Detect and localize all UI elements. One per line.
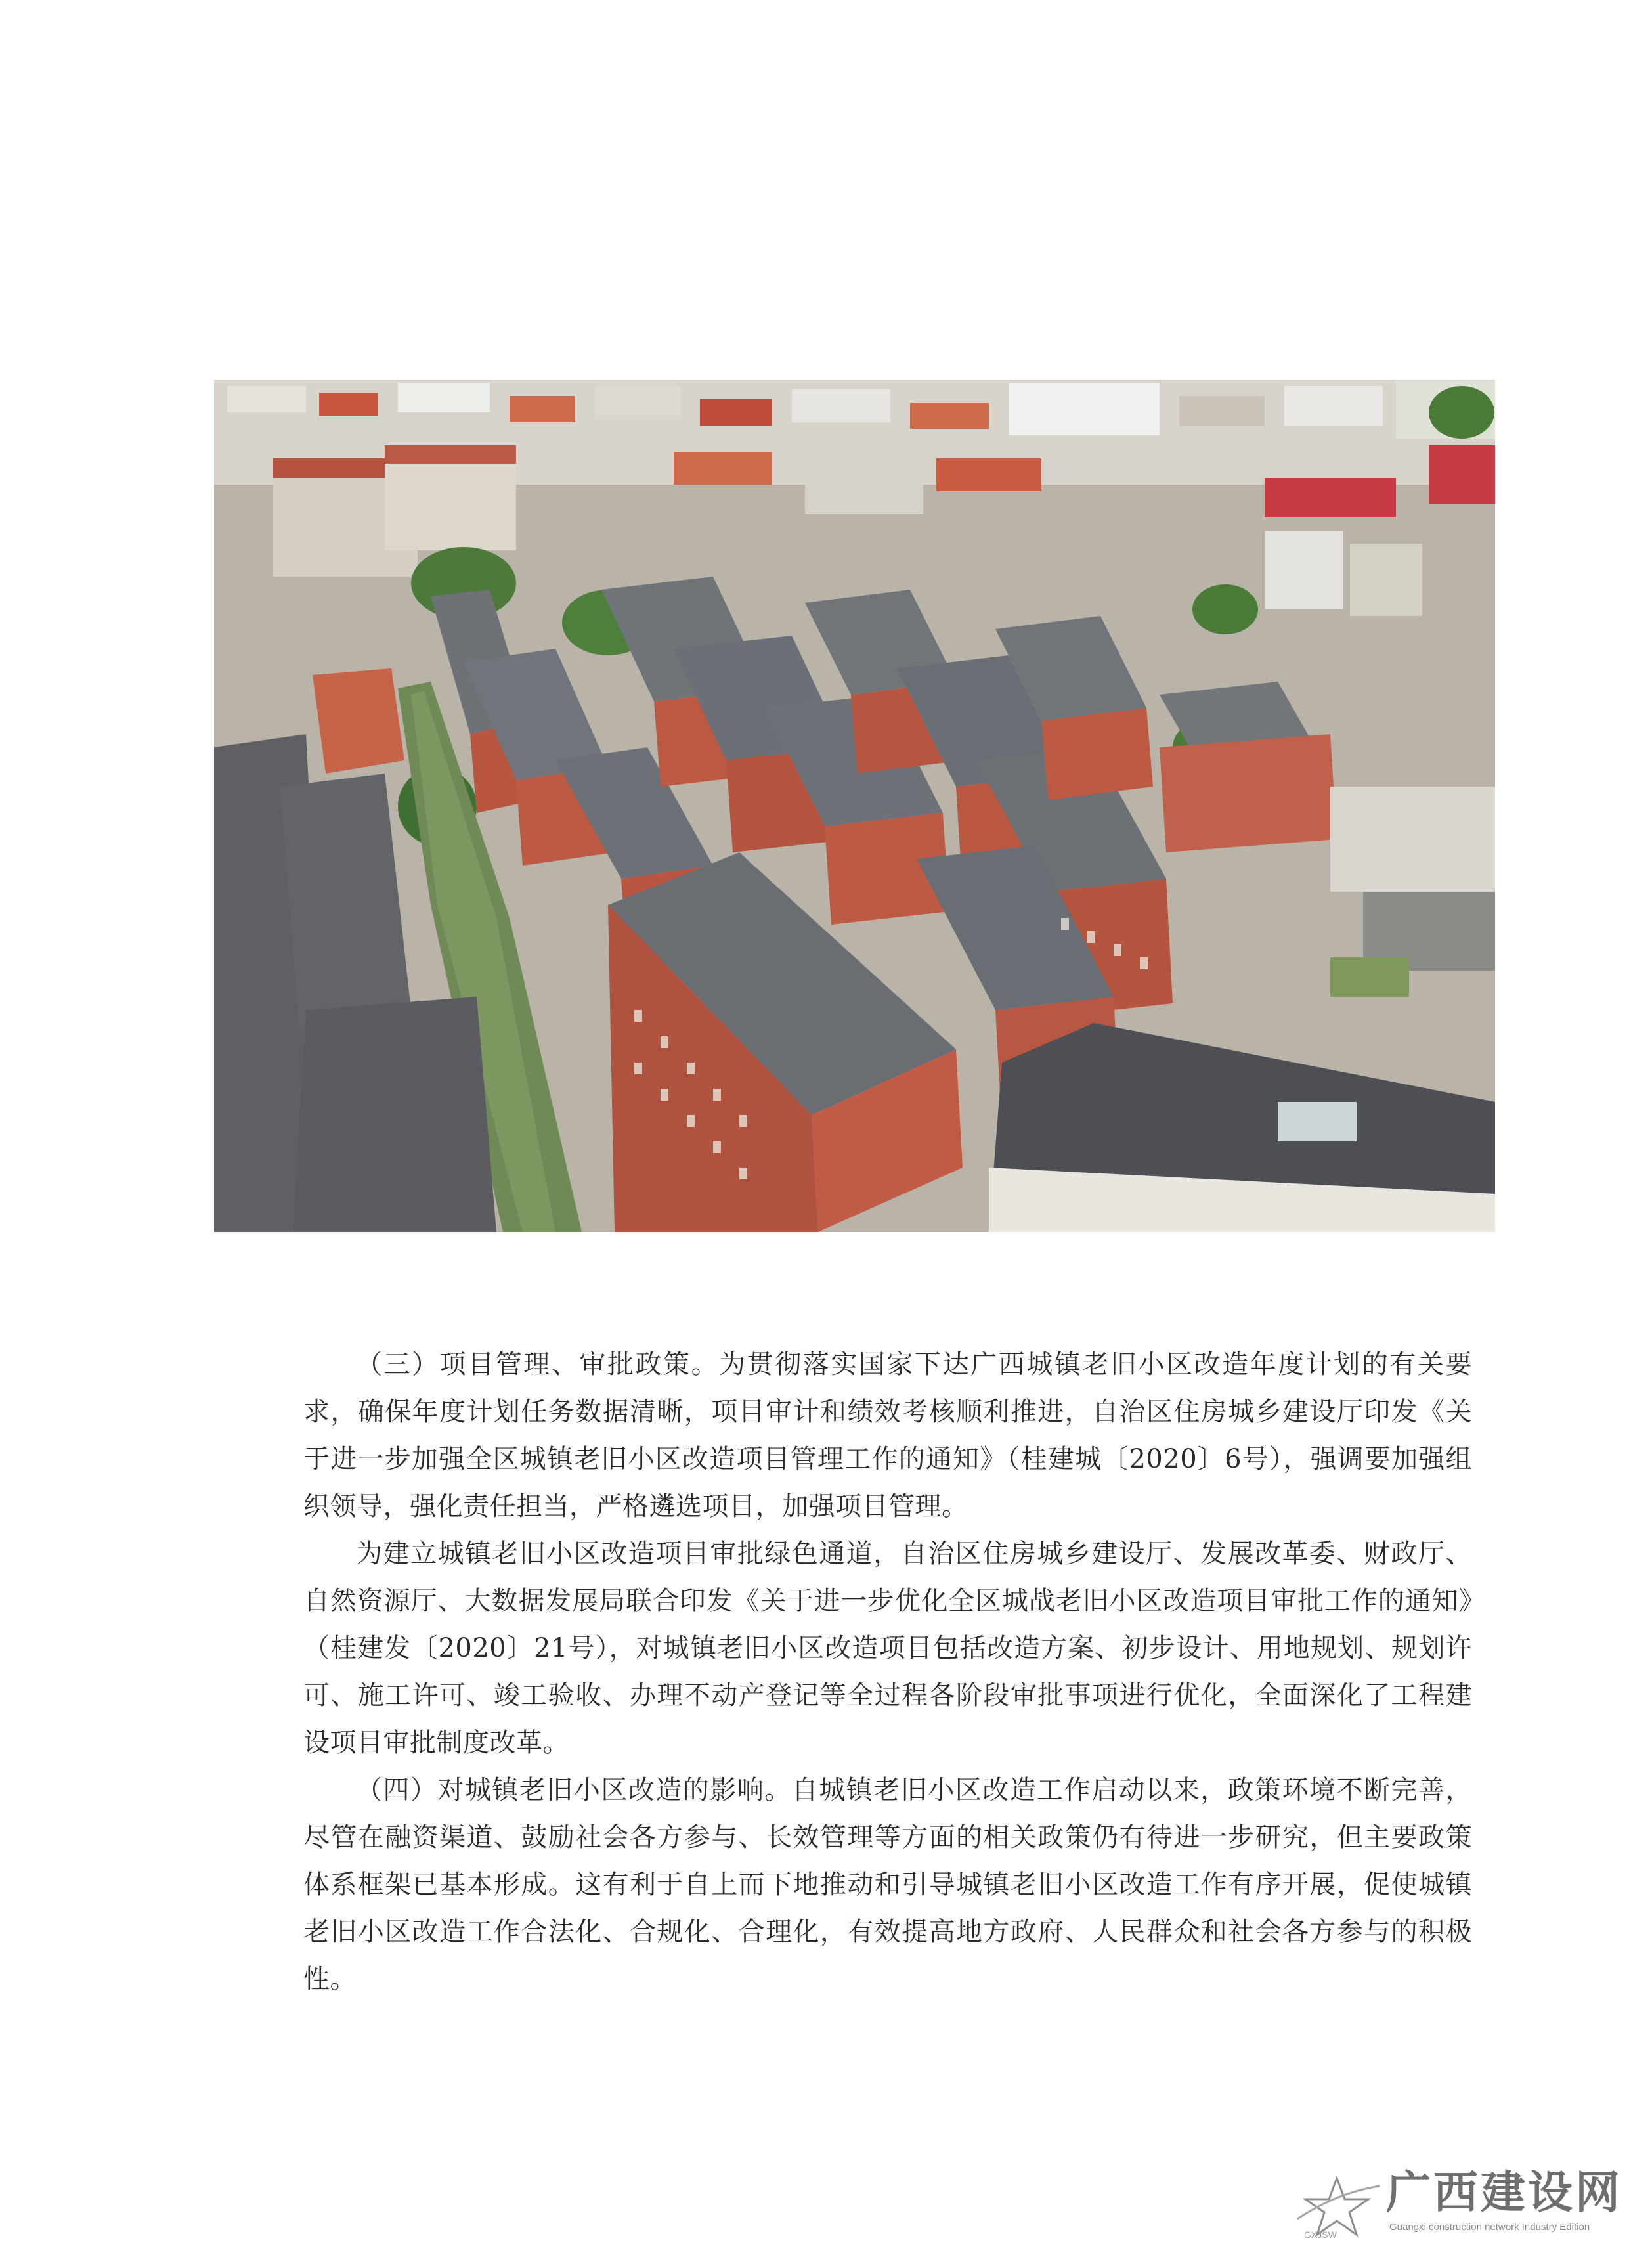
site-watermark [1291,2166,1632,2245]
aerial-photo-residential-buildings [214,380,1495,1232]
watermark-small-text: GXJSW [1304,2229,1337,2240]
watermark-subtitle: Guangxi construction network Industry Edition [1389,2222,1590,2233]
paragraph-project-management: （三）项目管理、审批政策。为贯彻落实国家下达广西城镇老旧小区改造年度计划的有关要求，确保年度计划任务数据清晰，项目审计和绩效考核顺利推进，自治区住房城乡建设厅印发《关于进一步加强全区城镇老旧小区改造项目管理工作的通知》（桂建城〔2020〕6号），强调要加强组织领导，强化责任担当，严格遴选项目，加强项目管理。 [303,1349,1472,1522]
star-logo-icon [1291,2173,1383,2239]
watermark-title: 广西建设网 [1386,2166,1623,2219]
paragraph-impact: （四）对城镇老旧小区改造的影响。自城镇老旧小区改造工作启动以来，政策环境不断完善，尽管在融资渠道、鼓励社会各方参与、长效管理等方面的相关政策仍有待进一步研究，但主要政策体系框架已基本形成。这有利于自上而下地推动和引导城镇老旧小区改造工作有序开展，促使城镇老旧小区改造工作合法化、合规化、合理化，有效提高地方政府、人民群众和社会各方参与的积极性。 [303,1775,1472,1994]
article-body [303,1341,1472,2003]
paragraph-approval-green-channel: 为建立城镇老旧小区改造项目审批绿色通道，自治区住房城乡建设厅、发展改革委、财政厅、自然资源厅、大数据发展局联合印发《关于进一步优化全区城战老旧小区改造项目审批工作的通知》（桂建发〔2020〕21号），对城镇老旧小区改造项目包括改造方案、初步设计、用地规划、规划许可、施工许可、竣工验收、办理不动产登记等全过程各阶段审批事项进行优化，全面深化了工程建设项目审批制度改革。 [303,1539,1472,1758]
